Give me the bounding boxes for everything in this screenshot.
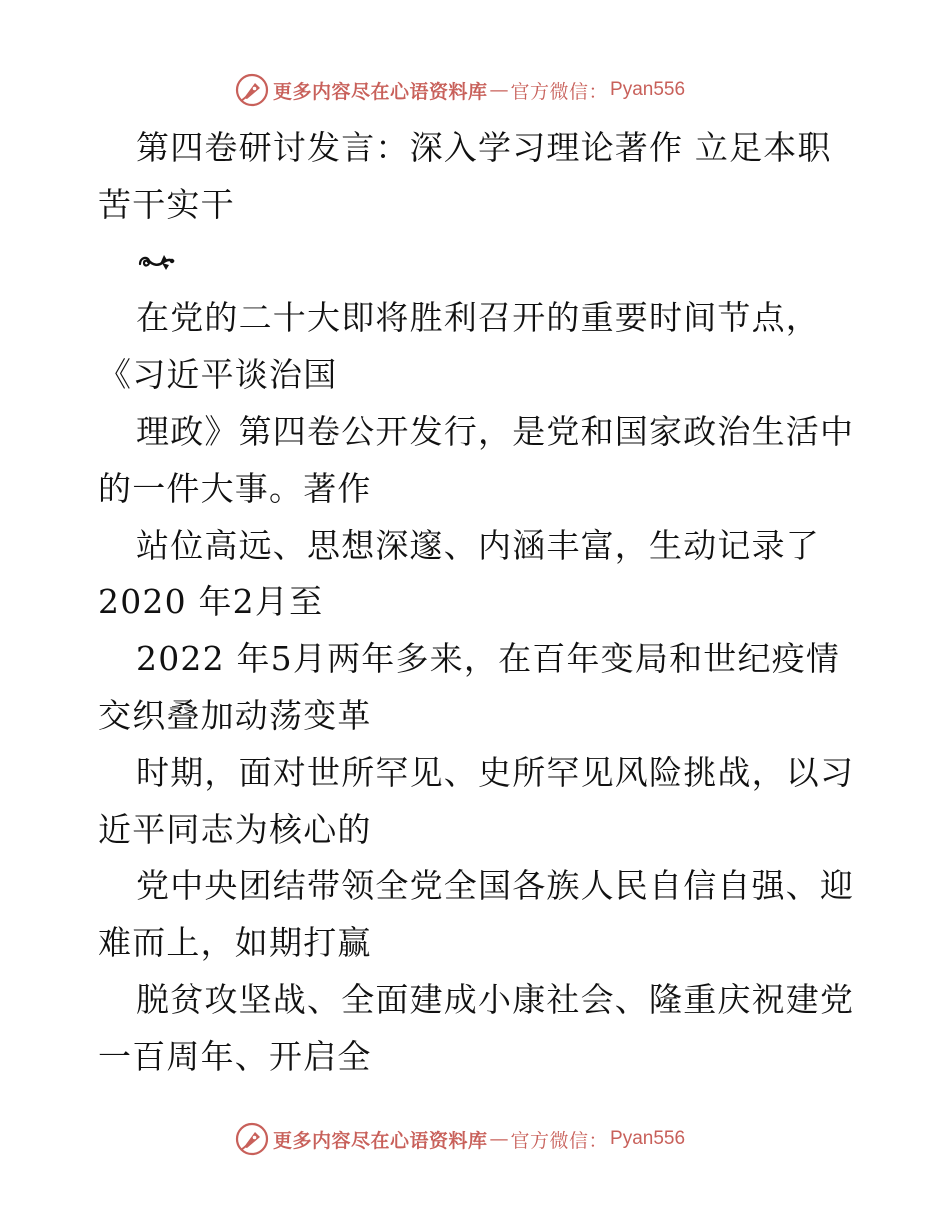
body-line-12: 难而上，如期打赢 bbox=[98, 923, 372, 963]
body-line-10: 近平同志为核心的 bbox=[98, 809, 372, 849]
body-line-5: 站位高远、思想深邃、内涵丰富，生动记录了 bbox=[136, 525, 820, 565]
banner-dash: — bbox=[489, 1128, 509, 1150]
document-title-line-2: 苦干实干 bbox=[98, 184, 235, 224]
body-line-8: 交织叠加动荡变革 bbox=[98, 695, 372, 735]
pen-nib-logo-icon bbox=[235, 1122, 269, 1156]
body-line-3: 理政》第四卷公开发行，是党和国家政治生活中 bbox=[136, 411, 855, 451]
body-line-9: 时期，面对世所罕见、史所罕见风险挑战，以习 bbox=[136, 752, 855, 792]
banner-sub-text: 官方微信： bbox=[510, 1129, 609, 1152]
body-line-2: 《习近平谈治国 bbox=[98, 355, 338, 395]
banner-wechat-id: Pyan556 bbox=[610, 79, 686, 100]
document-title-line-1: 第四卷研讨发言：深入学习理论著作 立足本职 bbox=[136, 128, 832, 167]
body-line-4: 的一件大事。著作 bbox=[98, 468, 372, 508]
banner-main-text: 更多内容尽在心语资料库 bbox=[273, 80, 488, 103]
banner-sub-text: 官方微信： bbox=[510, 80, 609, 103]
body-line-14: 一百周年、开启全 bbox=[98, 1036, 372, 1076]
body-line-1: 在党的二十大即将胜利召开的重要时间节点， bbox=[136, 298, 820, 338]
banner-dash: — bbox=[489, 79, 509, 101]
body-line-13: 脱贫攻坚战、全面建成小康社会、隆重庆祝建党 bbox=[136, 979, 855, 1019]
ornament-row bbox=[98, 234, 878, 291]
fleuron-ornament-icon bbox=[136, 249, 176, 275]
body-line-7: 2022 年5月两年多来，在百年变局和世纪疫情 bbox=[136, 639, 841, 679]
document-body bbox=[98, 120, 878, 1086]
body-line-11: 党中央团结带领全党全国各族人民自信自强、迎 bbox=[136, 866, 855, 906]
pen-nib-logo-icon bbox=[235, 73, 269, 107]
banner-main-text: 更多内容尽在心语资料库 bbox=[273, 1129, 488, 1152]
header-banner bbox=[235, 72, 685, 108]
body-line-6: 2020 年2月至 bbox=[98, 582, 324, 622]
banner-wechat-id: Pyan556 bbox=[610, 1128, 686, 1149]
footer-banner bbox=[235, 1121, 685, 1157]
